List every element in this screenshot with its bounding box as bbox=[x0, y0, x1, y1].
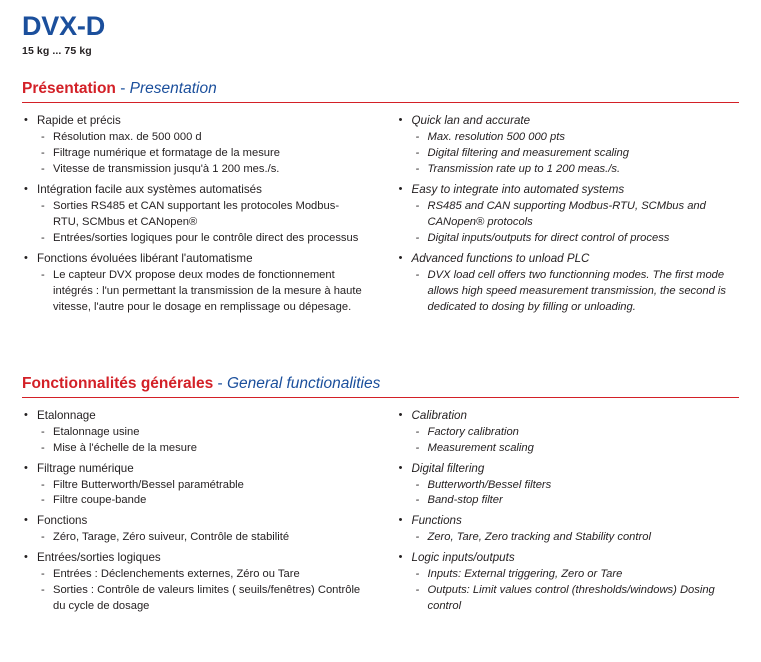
sub-list bbox=[412, 199, 740, 247]
list-item bbox=[22, 461, 363, 510]
sub-list-item: - Zéro, Tarage, Zéro suiveur, Contrôle de stabilité bbox=[37, 530, 363, 546]
column-english bbox=[381, 408, 740, 619]
feature-list bbox=[397, 113, 740, 315]
list-item bbox=[22, 513, 363, 546]
sub-list-item: - DVX load cell offers two functionning modes. The first mode allows high speed measurement transmission, the second is dedicated to dosing by filling or unloading. bbox=[412, 268, 740, 316]
list-item-label: • Functions bbox=[412, 513, 740, 529]
list-item-label: • Intégration facile aux systèmes automatisés bbox=[37, 182, 363, 198]
sub-list-item: - Outputs: Limit values control (thresholds/windows) Dosing control bbox=[412, 583, 740, 615]
feature-list bbox=[22, 408, 363, 615]
column-french bbox=[22, 408, 381, 619]
section-heading-en: General functionalities bbox=[227, 374, 381, 392]
sub-list-item: - Filtre coupe-bande bbox=[37, 493, 363, 509]
list-item bbox=[22, 113, 363, 178]
sub-list-item: - Measurement scaling bbox=[412, 441, 740, 457]
list-item-label: • Easy to integrate into automated systems bbox=[412, 182, 740, 198]
section-heading-dash: - bbox=[115, 80, 130, 98]
section-heading bbox=[22, 79, 739, 103]
sub-list bbox=[37, 530, 363, 546]
sub-list-item: - Inputs: External triggering, Zero or Tare bbox=[412, 567, 740, 583]
section-columns bbox=[22, 408, 739, 619]
list-item bbox=[397, 461, 740, 510]
sub-list-item: - Filtrage numérique et formatage de la mesure bbox=[37, 146, 363, 162]
sub-list-item: - Digital inputs/outputs for direct control of process bbox=[412, 231, 740, 247]
sub-list bbox=[37, 478, 363, 510]
sub-list-item: - Transmission rate up to 1 200 meas./s. bbox=[412, 162, 740, 178]
sub-list-item: - Zero, Tare, Zero tracking and Stability control bbox=[412, 530, 740, 546]
sub-list-item: - Mise à l'échelle de la mesure bbox=[37, 441, 363, 457]
list-item-label: • Rapide et précis bbox=[37, 113, 363, 129]
section-heading-fr: Fonctionnalités générales bbox=[22, 374, 214, 392]
sub-list-item: - Butterworth/Bessel filters bbox=[412, 478, 740, 494]
column-french bbox=[22, 113, 381, 319]
sub-list-item: - Factory calibration bbox=[412, 425, 740, 441]
list-item bbox=[397, 513, 740, 546]
section-heading bbox=[22, 374, 739, 398]
section-heading-dash: - bbox=[213, 374, 227, 392]
section-general-functionalities bbox=[22, 374, 739, 619]
sub-list-item: - Sorties : Contrôle de valeurs limites ( seuils/fenêtres) Contrôle du cycle de dosage bbox=[37, 583, 363, 615]
sub-list bbox=[37, 130, 363, 178]
section-heading-fr: Présentation bbox=[22, 80, 116, 98]
list-item bbox=[397, 408, 740, 457]
list-item bbox=[397, 550, 740, 615]
sub-list-item: - Le capteur DVX propose deux modes de fonctionnement intégrés : l'un permettant la transmission de la mesure à haute vitesse, l'autre pour le dosage en remplissage ou dépesage. bbox=[37, 268, 363, 316]
section-columns bbox=[22, 113, 739, 319]
list-item-label: • Filtrage numérique bbox=[37, 461, 363, 477]
list-item-label: • Digital filtering bbox=[412, 461, 740, 477]
list-item-label: • Logic inputs/outputs bbox=[412, 550, 740, 566]
list-item-label: • Advanced functions to unload PLC bbox=[412, 251, 740, 267]
sub-list bbox=[37, 425, 363, 457]
list-item bbox=[22, 251, 363, 316]
list-item bbox=[22, 182, 363, 247]
section-presentation bbox=[22, 79, 739, 319]
section-heading-en: Presentation bbox=[129, 80, 217, 98]
column-english bbox=[381, 113, 740, 319]
list-item-label: • Quick lan and accurate bbox=[412, 113, 740, 129]
page-subtitle: 15 kg ... 75 kg bbox=[22, 45, 92, 58]
sub-list-item: - Entrées/sorties logiques pour le contrôle direct des processus bbox=[37, 231, 363, 247]
sub-list-item: - Filtre Butterworth/Bessel paramétrable bbox=[37, 478, 363, 494]
document-page bbox=[0, 12, 761, 662]
list-item bbox=[22, 550, 363, 615]
list-item-label: • Etalonnage bbox=[37, 408, 363, 424]
sub-list bbox=[412, 567, 740, 615]
sub-list bbox=[412, 478, 740, 510]
feature-list bbox=[397, 408, 740, 615]
sub-list bbox=[412, 268, 740, 316]
list-item-label: • Calibration bbox=[412, 408, 740, 424]
sub-list-item: - Résolution max. de 500 000 d bbox=[37, 130, 363, 146]
sub-list bbox=[412, 530, 740, 546]
list-item-label: • Fonctions évoluées libérant l'automatisme bbox=[37, 251, 363, 267]
sub-list-item: - Vitesse de transmission jusqu'à 1 200 mes./s. bbox=[37, 162, 363, 178]
list-item bbox=[397, 251, 740, 316]
sub-list-item: - Entrées : Déclenchements externes, Zéro ou Tare bbox=[37, 567, 363, 583]
sub-list-item: - Sorties RS485 et CAN supportant les protocoles Modbus-RTU, SCMbus et CANopen® bbox=[37, 199, 363, 231]
list-item-label: • Fonctions bbox=[37, 513, 363, 529]
sub-list bbox=[412, 425, 740, 457]
sub-list-item: - Etalonnage usine bbox=[37, 425, 363, 441]
sub-list bbox=[412, 130, 740, 178]
sub-list-item: - RS485 and CAN supporting Modbus-RTU, SCMbus and CANopen® protocols bbox=[412, 199, 740, 231]
list-item-label: • Entrées/sorties logiques bbox=[37, 550, 363, 566]
sub-list bbox=[37, 567, 363, 615]
list-item bbox=[397, 113, 740, 178]
sub-list bbox=[37, 199, 363, 247]
sub-list-item: - Max. resolution 500 000 pts bbox=[412, 130, 740, 146]
sub-list-item: - Band-stop filter bbox=[412, 493, 740, 509]
list-item bbox=[397, 182, 740, 247]
sub-list bbox=[37, 268, 363, 316]
sub-list-item: - Digital filtering and measurement scaling bbox=[412, 146, 740, 162]
list-item bbox=[22, 408, 363, 457]
feature-list bbox=[22, 113, 363, 315]
page-title: DVX-D bbox=[22, 11, 106, 41]
